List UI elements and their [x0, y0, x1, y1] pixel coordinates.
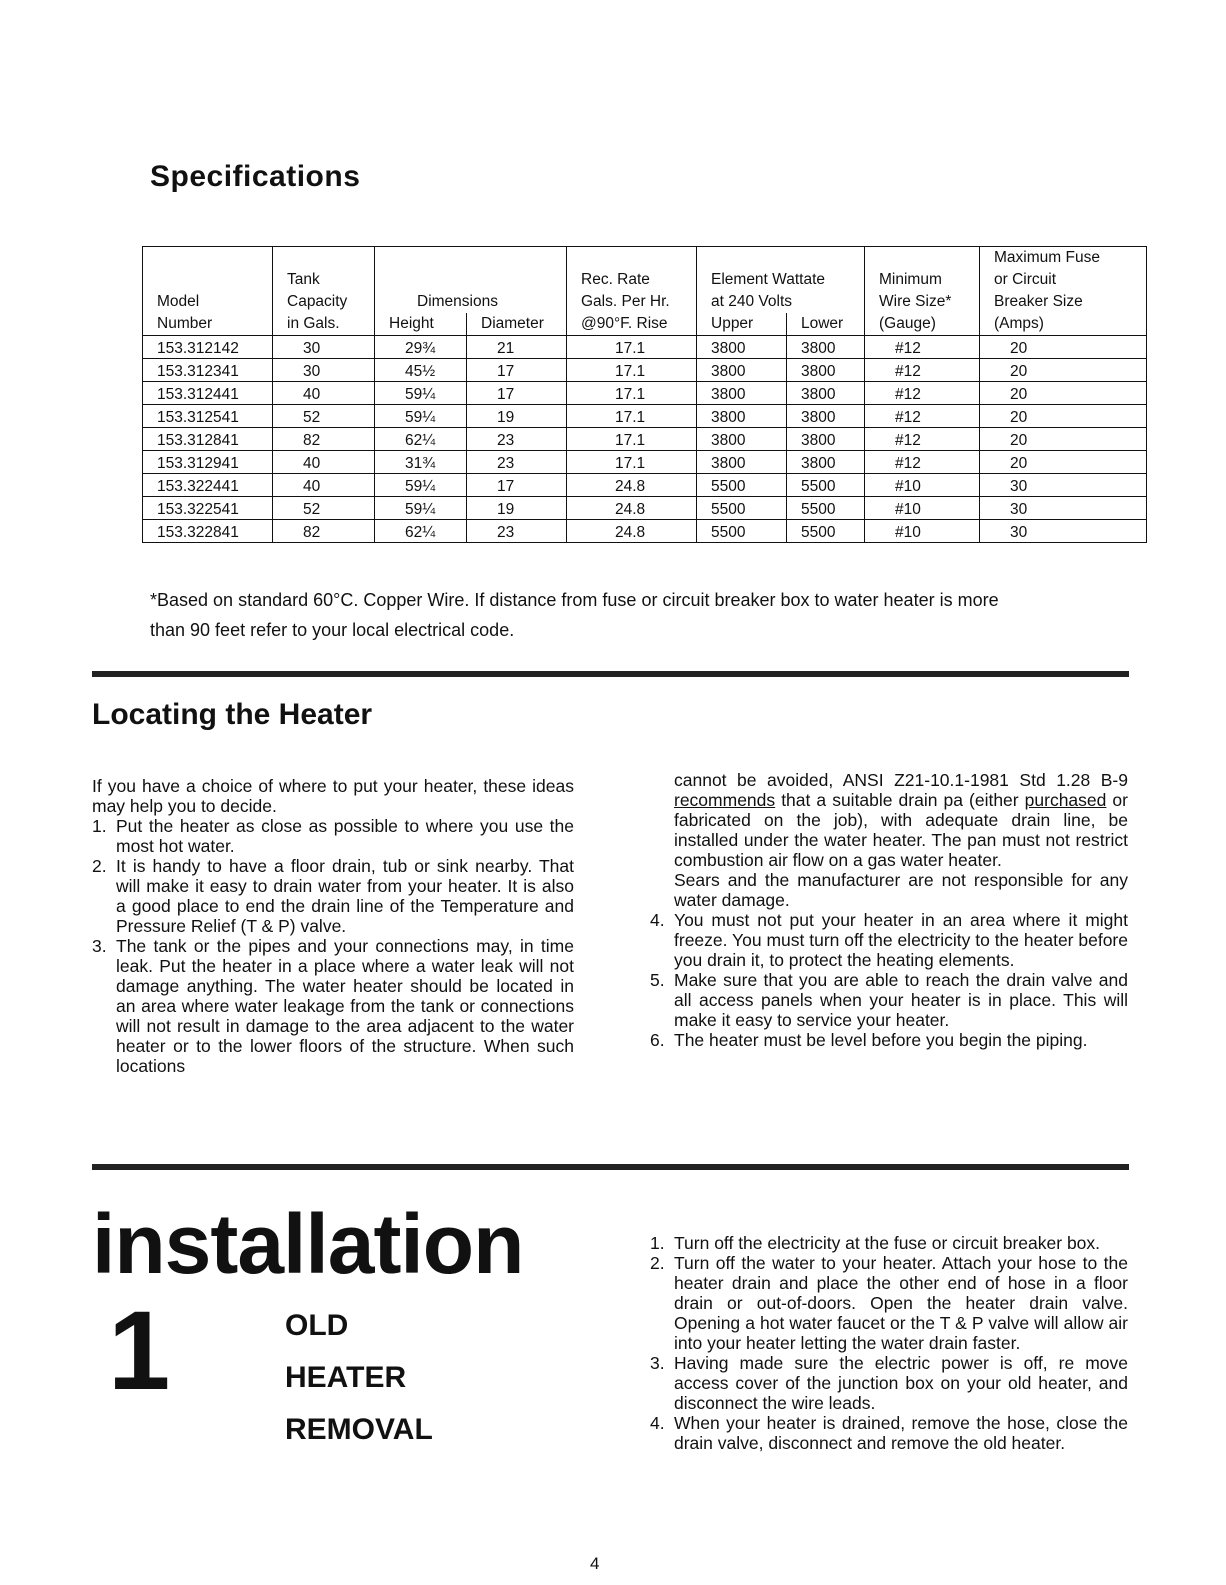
model-number-cell: 153.322541 [143, 497, 273, 520]
locating-intro: If you have a choice of where to put your heater, these ideas may help you to decide. [92, 776, 574, 816]
item-number: 4. [650, 1413, 665, 1433]
header-rate-l1: Rec. Rate [567, 269, 697, 291]
header-lower: Lower [787, 313, 865, 336]
item-text-part: or fabricated on the job), with adequate drain line, be installed under the water heater. The pan must not restrict combustion air flow on a gas water heater. [674, 790, 1128, 870]
header-fuse-l4: (Amps) [980, 313, 1147, 336]
diameter-cell: 17 [467, 382, 567, 405]
fuse-size-cell: 20 [980, 336, 1147, 359]
list-item [650, 1413, 1128, 1453]
header-cell [143, 269, 273, 291]
diameter-cell: 19 [467, 405, 567, 428]
locating-right-column [650, 770, 1128, 1050]
item-number: 4. [650, 910, 665, 930]
item-number: 3. [650, 1353, 665, 1373]
locating-heading: Locating the Heater [92, 698, 373, 731]
tank-capacity-cell: 40 [273, 382, 375, 405]
header-upper: Upper [697, 313, 787, 336]
model-number-cell: 153.312841 [143, 428, 273, 451]
height-cell: 59¼ [375, 405, 467, 428]
disclaimer [650, 870, 1128, 910]
fuse-size-cell: 20 [980, 359, 1147, 382]
fuse-size-cell: 20 [980, 382, 1147, 405]
tank-capacity-cell: 30 [273, 336, 375, 359]
diameter-cell: 21 [467, 336, 567, 359]
fuse-size-cell: 20 [980, 451, 1147, 474]
list-item [92, 936, 574, 1076]
header-wire-l2: Wire Size* [865, 291, 980, 313]
tank-capacity-cell: 30 [273, 359, 375, 382]
lower-element-cell: 5500 [787, 520, 865, 543]
item-text: Turn off the water to your heater. Attach your hose to the heater drain and place the other end of hose in a floor drain or out-of-doors. Open the heater drain valve. Opening a hot water faucet or the T & P valve will allow air into your heater letting the water drain faster. [674, 1253, 1128, 1353]
page-number: 4 [590, 1554, 600, 1573]
removal-steps [650, 1233, 1128, 1453]
model-number-cell: 153.312541 [143, 405, 273, 428]
purchased-underlined: purchased [1024, 790, 1107, 810]
recovery-rate-cell: 17.1 [567, 336, 697, 359]
item-text: Turn off the electricity at the fuse or circuit breaker box. [674, 1233, 1101, 1253]
item-number: 1. [92, 816, 107, 836]
recovery-rate-cell: 17.1 [567, 382, 697, 405]
upper-element-cell: 3800 [697, 382, 787, 405]
wire-size-cell: #12 [865, 451, 980, 474]
step-number: 1 [108, 1288, 171, 1413]
lower-element-cell: 3800 [787, 405, 865, 428]
item-number: 6. [650, 1030, 665, 1050]
height-cell: 62¼ [375, 428, 467, 451]
height-cell: 31¾ [375, 451, 467, 474]
item-text: It is handy to have a floor drain, tub or sink nearby. That will make it easy to drain water from your heater. It is also a good place to end the drain line of the Temperature and Pressure Relief (T & P) valve. [116, 856, 574, 936]
item-number: 2. [92, 856, 107, 876]
header-fuse-l2: or Circuit [980, 269, 1147, 291]
step-label-line-3: REMOVAL [285, 1413, 433, 1446]
table-row [143, 382, 1147, 405]
specifications-heading: Specifications [150, 160, 361, 193]
table-row [143, 520, 1147, 543]
tank-capacity-cell: 40 [273, 451, 375, 474]
tank-capacity-cell: 40 [273, 474, 375, 497]
footnote-line-2: than 90 feet refer to your local electrical code. [150, 620, 515, 640]
model-number-cell: 153.322441 [143, 474, 273, 497]
list-item [92, 856, 574, 936]
header-height: Height [375, 313, 467, 336]
recovery-rate-cell: 17.1 [567, 451, 697, 474]
header-tank-l2: Capacity [273, 291, 375, 313]
recovery-rate-cell: 17.1 [567, 428, 697, 451]
table-row [143, 336, 1147, 359]
upper-element-cell: 3800 [697, 428, 787, 451]
header-tank-l1: Tank [273, 269, 375, 291]
step-label-line-1: OLD [285, 1309, 349, 1342]
header-wire-l3: (Gauge) [865, 313, 980, 336]
tank-capacity-cell: 82 [273, 520, 375, 543]
list-item [650, 1353, 1128, 1413]
fuse-size-cell: 30 [980, 520, 1147, 543]
table-row [143, 405, 1147, 428]
header-tank-l3: in Gals. [273, 313, 375, 336]
wire-size-footnote [150, 585, 1150, 645]
step-label [285, 1300, 433, 1456]
diameter-cell: 23 [467, 520, 567, 543]
item-text: The heater must be level before you begin the piping. [674, 1030, 1088, 1050]
header-rate-l3: @90°F. Rise [567, 313, 697, 336]
height-cell: 29¾ [375, 336, 467, 359]
recovery-rate-cell: 17.1 [567, 405, 697, 428]
locating-list [92, 816, 574, 1076]
table-row [143, 359, 1147, 382]
upper-element-cell: 3800 [697, 336, 787, 359]
tank-capacity-cell: 82 [273, 428, 375, 451]
height-cell: 59¼ [375, 474, 467, 497]
upper-element-cell: 3800 [697, 451, 787, 474]
fuse-size-cell: 30 [980, 474, 1147, 497]
wire-size-cell: #12 [865, 428, 980, 451]
header-model-l2: Number [143, 313, 273, 336]
list-item-continued [650, 770, 1128, 870]
recovery-rate-cell: 17.1 [567, 359, 697, 382]
diameter-cell: 17 [467, 359, 567, 382]
recovery-rate-cell: 24.8 [567, 520, 697, 543]
table-row [143, 451, 1147, 474]
item-text: You must not put your heater in an area where it might freeze. You must turn off the electricity to the heater before you drain it, to protect the heating elements. [674, 910, 1128, 970]
table-row [143, 428, 1147, 451]
upper-element-cell: 3800 [697, 405, 787, 428]
locating-list-continued [650, 770, 1128, 1050]
recommends-underlined: recommends [674, 790, 776, 810]
header-fuse-l1: Maximum Fuse [980, 247, 1147, 270]
height-cell: 59¼ [375, 382, 467, 405]
section-divider [92, 1164, 1129, 1170]
upper-element-cell: 3800 [697, 359, 787, 382]
footnote-line-1: *Based on standard 60°C. Copper Wire. If distance from fuse or circuit breaker box to water heater is more [150, 590, 999, 610]
height-cell: 45½ [375, 359, 467, 382]
section-divider [92, 671, 1129, 677]
step-label-line-2: HEATER [285, 1361, 407, 1394]
diameter-cell: 17 [467, 474, 567, 497]
header-cell [375, 247, 567, 270]
upper-element-cell: 5500 [697, 474, 787, 497]
header-cell [865, 247, 980, 270]
lower-element-cell: 3800 [787, 451, 865, 474]
header-fuse-l3: Breaker Size [980, 291, 1147, 313]
table-row [143, 497, 1147, 520]
header-cell [697, 247, 865, 270]
sears-note: Sears and the manufacturer are not responsible for any water damage. [674, 870, 1128, 910]
list-item [650, 970, 1128, 1030]
lower-element-cell: 5500 [787, 497, 865, 520]
wire-size-cell: #12 [865, 382, 980, 405]
wire-size-cell: #10 [865, 474, 980, 497]
installation-heading: installation [92, 1197, 524, 1291]
wire-size-cell: #12 [865, 336, 980, 359]
header-diameter: Diameter [467, 313, 567, 336]
list-item [650, 910, 1128, 970]
header-dimensions: Dimensions [375, 291, 567, 313]
height-cell: 62¼ [375, 520, 467, 543]
locating-left-column [92, 776, 574, 1076]
model-number-cell: 153.312941 [143, 451, 273, 474]
lower-element-cell: 3800 [787, 428, 865, 451]
table-row [143, 474, 1147, 497]
list-item [650, 1253, 1128, 1353]
item-text: When your heater is drained, remove the hose, close the drain valve, disconnect and remove the old heater. [674, 1413, 1128, 1453]
item-text: Make sure that you are able to reach the drain valve and all access panels when your heater is in place. This will make it easy to service your heater. [674, 970, 1128, 1030]
recovery-rate-cell: 24.8 [567, 474, 697, 497]
header-model-l1: Model [143, 291, 273, 313]
tank-capacity-cell: 52 [273, 497, 375, 520]
model-number-cell: 153.312341 [143, 359, 273, 382]
table-header [143, 247, 1147, 336]
lower-element-cell: 3800 [787, 336, 865, 359]
fuse-size-cell: 20 [980, 428, 1147, 451]
list-item [92, 816, 574, 856]
recovery-rate-cell: 24.8 [567, 497, 697, 520]
diameter-cell: 23 [467, 451, 567, 474]
diameter-cell: 23 [467, 428, 567, 451]
specifications-table [142, 246, 1147, 543]
header-element-l1: Element Wattate [697, 269, 865, 291]
diameter-cell: 19 [467, 497, 567, 520]
fuse-size-cell: 20 [980, 405, 1147, 428]
model-number-cell: 153.312441 [143, 382, 273, 405]
height-cell: 59¼ [375, 497, 467, 520]
header-cell [273, 247, 375, 270]
wire-size-cell: #12 [865, 405, 980, 428]
header-cell [143, 247, 273, 270]
list-item [650, 1233, 1128, 1253]
item-number: 2. [650, 1253, 665, 1273]
item-text-part: cannot be avoided, ANSI Z21-10.1-1981 Std 1.28 B-9 [674, 770, 1128, 790]
model-number-cell: 153.312142 [143, 336, 273, 359]
item-number: 5. [650, 970, 665, 990]
lower-element-cell: 3800 [787, 382, 865, 405]
list-item [650, 1030, 1128, 1050]
item-number: 3. [92, 936, 107, 956]
item-text: Having made sure the electric power is off, re move access cover of the junction box on your old heater, and disconnect the wire leads. [674, 1353, 1128, 1413]
header-cell [567, 247, 697, 270]
tank-capacity-cell: 52 [273, 405, 375, 428]
upper-element-cell: 5500 [697, 520, 787, 543]
removal-list [650, 1233, 1128, 1453]
lower-element-cell: 3800 [787, 359, 865, 382]
header-cell [375, 269, 567, 291]
model-number-cell: 153.322841 [143, 520, 273, 543]
item-text-part: that a suitable drain pa (either [775, 790, 1025, 810]
wire-size-cell: #12 [865, 359, 980, 382]
header-wire-l1: Minimum [865, 269, 980, 291]
fuse-size-cell: 30 [980, 497, 1147, 520]
item-number: 1. [650, 1233, 665, 1253]
header-rate-l2: Gals. Per Hr. [567, 291, 697, 313]
upper-element-cell: 5500 [697, 497, 787, 520]
lower-element-cell: 5500 [787, 474, 865, 497]
item-text: The tank or the pipes and your connections may, in time leak. Put the heater in a place where a water leak will not damage anything. The water heater should be located in an area where water leakage from the tank or connections will not result in damage to the area adjacent to the water heater or to the lower floors of the structure. When such locations [116, 936, 574, 1076]
header-element-l2: at 240 Volts [697, 291, 865, 313]
wire-size-cell: #10 [865, 520, 980, 543]
item-text: Put the heater as close as possible to where you use the most hot water. [116, 816, 574, 856]
wire-size-cell: #10 [865, 497, 980, 520]
